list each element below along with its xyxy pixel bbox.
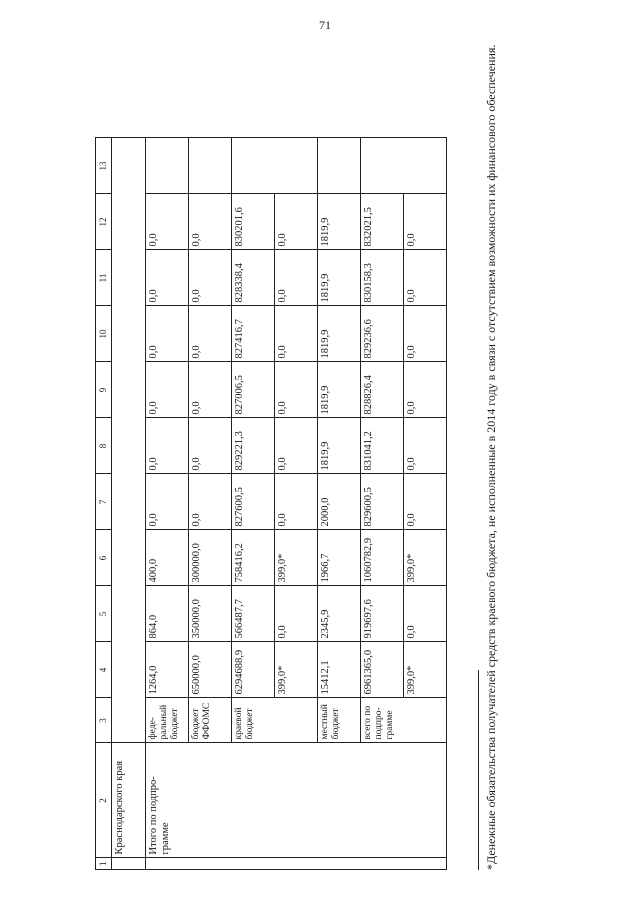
- page-number: 71: [319, 18, 331, 32]
- table-cell: 1819,9: [318, 194, 361, 250]
- column-number: 6: [96, 530, 112, 586]
- column-number: 3: [96, 698, 112, 743]
- table-cell: 829600,5: [361, 474, 404, 530]
- table-cell: 919697,6: [361, 586, 404, 642]
- table-cell: 0,0: [189, 418, 232, 474]
- table-cell: 0,0: [275, 418, 318, 474]
- rotated-content: [95, 35, 535, 870]
- table-cell: 1060782,9: [361, 530, 404, 586]
- table-cell: 0,0: [275, 306, 318, 362]
- table-cell: 300000,0: [189, 530, 232, 586]
- table-cell: 1819,9: [318, 306, 361, 362]
- column-number: 12: [96, 194, 112, 250]
- table-cell: 566487,7: [232, 586, 275, 642]
- table-cell: 0,0: [404, 474, 447, 530]
- table-cell: 0,0: [275, 586, 318, 642]
- table-cell: 827600,5: [232, 474, 275, 530]
- funding-source: бюджет ФФОМС: [189, 698, 232, 743]
- region-row: [112, 138, 146, 870]
- table-cell: 831041,2: [361, 418, 404, 474]
- table-cell: 0,0: [189, 362, 232, 418]
- table-cell: 0,0: [404, 194, 447, 250]
- table-cell: 1966,7: [318, 530, 361, 586]
- table-cell: 829236,6: [361, 306, 404, 362]
- table-cell: 830158,3: [361, 250, 404, 306]
- column-number: 10: [96, 306, 112, 362]
- funding-source: феде-ральный бюджет: [146, 698, 189, 743]
- table-cell: 1264,0: [146, 642, 189, 698]
- table-cell: 0,0: [189, 250, 232, 306]
- column-number: 4: [96, 642, 112, 698]
- table-cell: 0,0: [275, 474, 318, 530]
- table-cell: 0,0: [146, 194, 189, 250]
- table-cell: 829221,3: [232, 418, 275, 474]
- table-cell: 15412,1: [318, 642, 361, 698]
- column-number: 2: [96, 743, 112, 858]
- table-cell: 2000,0: [318, 474, 361, 530]
- table-cell: 0,0: [275, 194, 318, 250]
- table-cell: 0,0: [189, 474, 232, 530]
- table-cell: 399,0*: [404, 530, 447, 586]
- table-cell: 0,0: [404, 362, 447, 418]
- table-cell: 399,0*: [404, 642, 447, 698]
- table-cell: 864,0: [146, 586, 189, 642]
- table-cell: 1819,9: [318, 418, 361, 474]
- table-cell: 0,0: [146, 306, 189, 362]
- table-cell: 830201,6: [232, 194, 275, 250]
- table-cell: 650000,0: [189, 642, 232, 698]
- funding-source: местный бюджет: [318, 698, 361, 743]
- table-cell: 1819,9: [318, 362, 361, 418]
- region-label: Краснодарского края: [112, 743, 146, 858]
- table-cell: 0,0: [146, 250, 189, 306]
- table-cell: 0,0: [189, 194, 232, 250]
- table-cell: 828826,4: [361, 362, 404, 418]
- table-cell: 1819,9: [318, 250, 361, 306]
- table-cell: 0,0: [404, 586, 447, 642]
- table-cell: 0,0: [404, 306, 447, 362]
- table-cell: 0,0: [275, 250, 318, 306]
- column-number: 1: [96, 858, 112, 870]
- table-cell: 827006,5: [232, 362, 275, 418]
- table-cell: 0,0: [146, 474, 189, 530]
- table-cell: 827416,7: [232, 306, 275, 362]
- table-cell: 6961365,0: [361, 642, 404, 698]
- table-cell: 0,0: [275, 362, 318, 418]
- table-cell: 0,0: [404, 250, 447, 306]
- column-number: 13: [96, 138, 112, 194]
- table-cell: 828338,4: [232, 250, 275, 306]
- table-cell: 2345,9: [318, 586, 361, 642]
- table-cell: 0,0: [189, 306, 232, 362]
- column-number: 7: [96, 474, 112, 530]
- footnote: *Денежные обязательства получателей средств краевого бюджета, не исполненные в 2014 году в связи с отсутствием возможности их финансового обеспечения.: [484, 44, 498, 870]
- table-cell: 0,0: [146, 362, 189, 418]
- subtotal-label: Итого по подпро-грамме: [146, 743, 447, 858]
- table-row: [146, 138, 189, 870]
- column-number: 5: [96, 586, 112, 642]
- table-cell: 832021,5: [361, 194, 404, 250]
- table-cell: 0,0: [146, 418, 189, 474]
- table-cell: 400,0: [146, 530, 189, 586]
- column-number: 9: [96, 362, 112, 418]
- budget-table: [95, 138, 447, 871]
- table-cell: 0,0: [404, 418, 447, 474]
- column-number: 11: [96, 250, 112, 306]
- table-cell: 758416,2: [232, 530, 275, 586]
- funding-source: всего по подпро-грамме: [361, 698, 447, 743]
- table-cell: 350000,0: [189, 586, 232, 642]
- column-number-row: [96, 138, 112, 870]
- funding-source: краевой бюджет: [232, 698, 318, 743]
- table-cell: 399,0*: [275, 642, 318, 698]
- column-number: 8: [96, 418, 112, 474]
- footnote-divider: [478, 670, 479, 870]
- table-cell: 6294688,9: [232, 642, 275, 698]
- table-cell: 399,0*: [275, 530, 318, 586]
